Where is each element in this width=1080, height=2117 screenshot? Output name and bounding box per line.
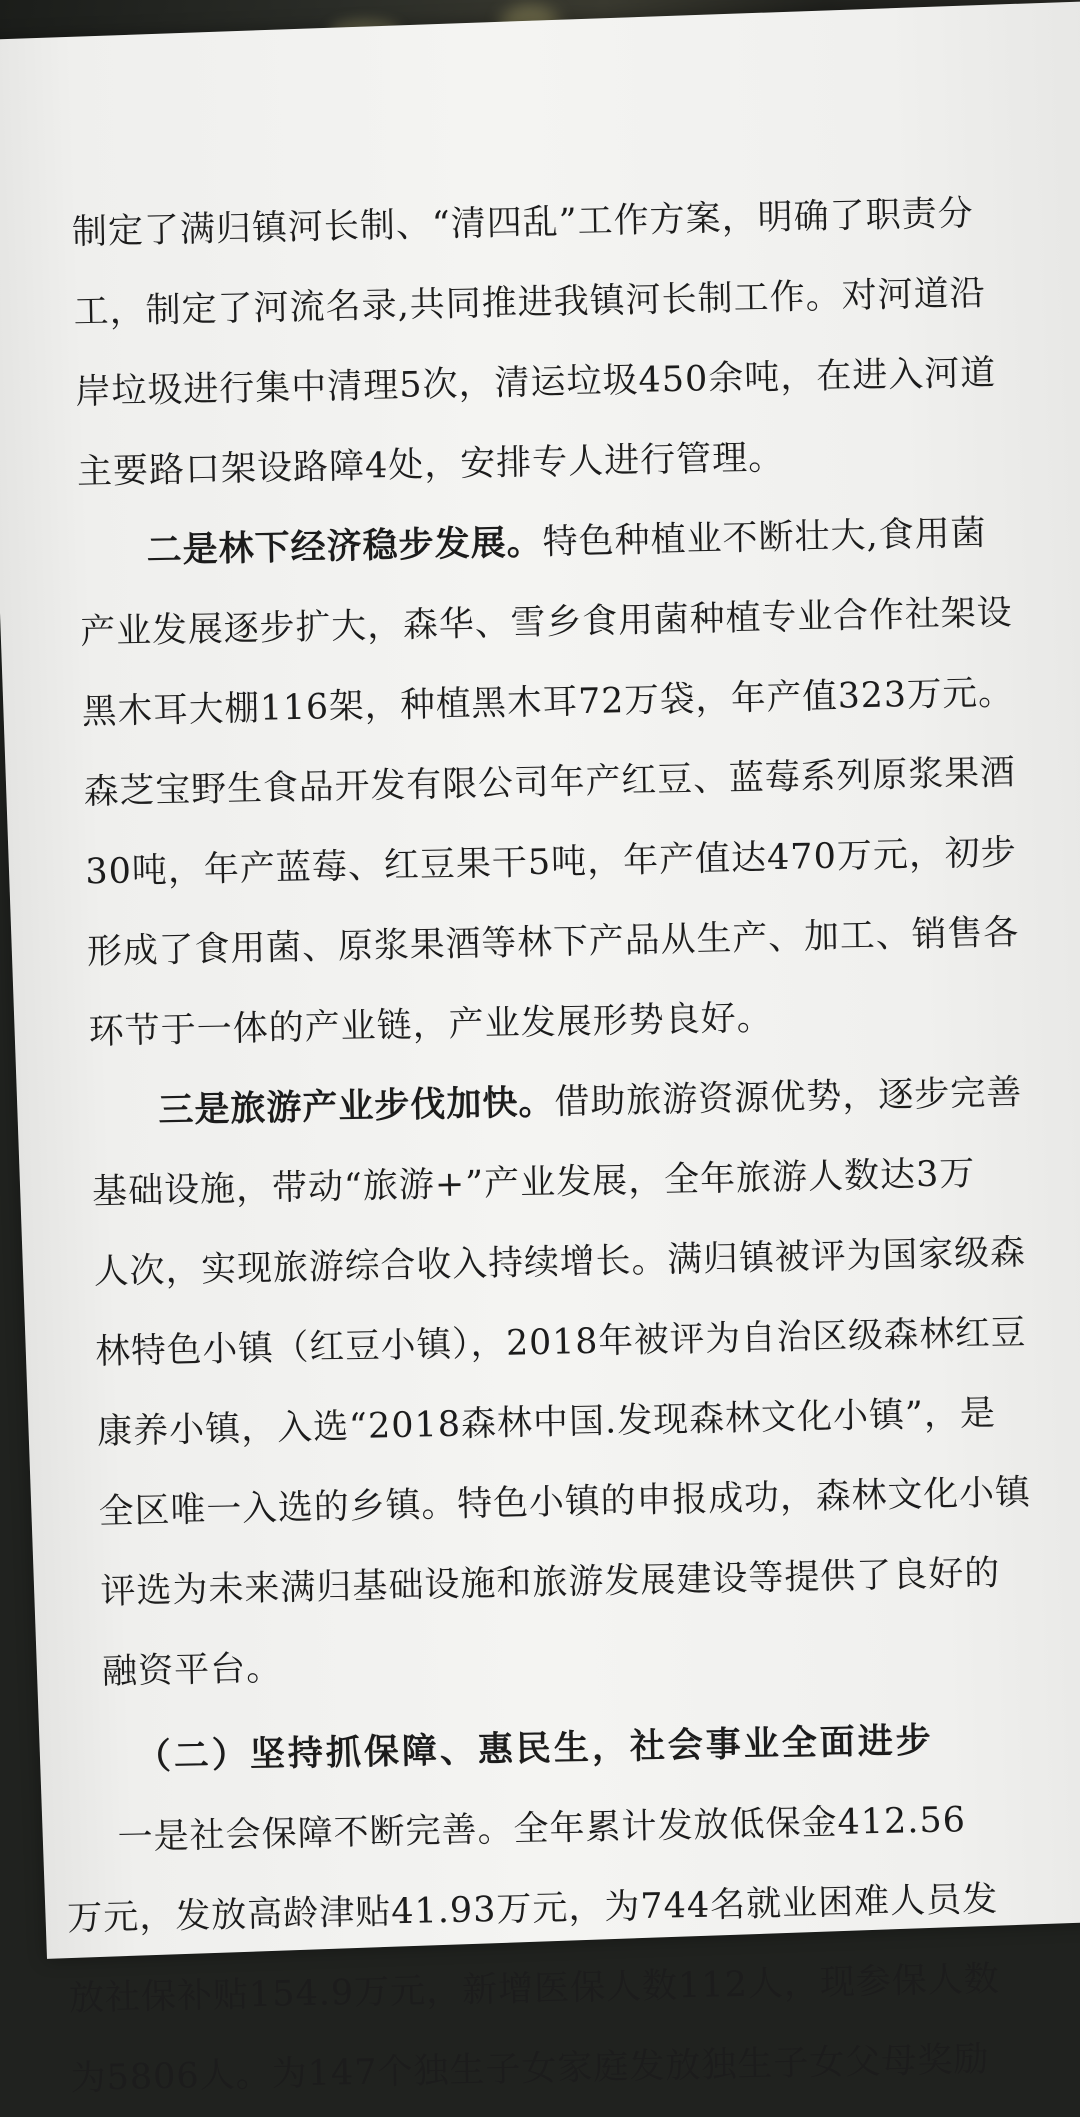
text-line: 为5806人。为147个独生子女家庭发放独生子女父母奖励 — [70, 2039, 990, 2100]
text-line: 森芝宝野生食品开发有限公司年产红豆、蓝莓系列原浆果酒 — [83, 752, 1017, 813]
document-body — [0, 10, 1080, 2100]
text-line: 林特色小镇（红豆小镇），2018年被评为自治区级森林红豆 — [95, 1312, 1027, 1373]
paragraph-lead: 二是林下经济稳步发展。 — [146, 521, 544, 572]
paragraph-lead-rest: 特色种植业不断壮大,食用菌 — [542, 513, 988, 563]
text-line: 评选为未来满归基础设施和旅游发展建设等提供了良好的 — [100, 1553, 1001, 1613]
text-line: 放社保补贴154.9万元，新增医保人数112人，现参保人数 — [68, 1959, 1001, 2020]
text-line: 形成了食用菌、原浆果酒等林下产品从生产、加工、销售各 — [86, 912, 1020, 973]
text-line: 万元，发放高龄津贴41.93万元，为744名就业困难人员发 — [66, 1879, 999, 1940]
text-line: 一是社会保障不断完善。全年累计发放低保金412.56 — [117, 1800, 967, 1858]
paragraph-lead-rest: 借助旅游资源优势，逐步完善 — [553, 1072, 1023, 1123]
text-line: 工，制定了河流名录,共同推进我镇河长制工作。对河道沿 — [73, 273, 987, 333]
text-line: 制定了满归镇河长制、“清四乱”工作方案，明确了职责分 — [71, 193, 975, 253]
text-line: 融资平台。 — [101, 1648, 283, 1693]
text-line: 全区唯一入选的乡镇。特色小镇的申报成功，森林文化小镇 — [98, 1472, 1032, 1533]
text-line: 岸垃圾进行集中清理5次，清运垃圾450余吨，在进入河道 — [74, 353, 997, 413]
text-line: 康养小镇，入选“2018森林中国.发现森林文化小镇”，是 — [96, 1393, 997, 1453]
paragraph-lead-line — [146, 505, 987, 573]
section-heading: （二）坚持抓保障、惠民生，社会事业全面进步 — [135, 1719, 935, 1778]
text-line: 环节于一体的产业链，产业发展形势良好。 — [88, 998, 774, 1053]
text-line: 基础设施，带动“旅游+”产业发展，全年旅游人数达3万 — [91, 1153, 976, 1213]
text-line: 黑木耳大棚116架，种植黑木耳72万袋，年产值323万元。 — [81, 672, 1015, 733]
text-line: 30吨，年产蓝莓、红豆果干5吨，年产值达470万元，初步 — [84, 832, 1018, 893]
text-line: 人次，实现旅游综合收入持续增长。满归镇被评为国家级森 — [93, 1232, 1027, 1293]
paragraph-lead-line — [158, 1065, 1023, 1133]
text-line: 主要路口架设路障4处，安排专人进行管理。 — [76, 437, 785, 493]
text-line: 产业发展逐步扩大，森华、雪乡食用菌种植专业合作社架设 — [79, 592, 1013, 653]
document-page — [0, 1, 1080, 2100]
paragraph-lead: 三是旅游产业步伐加快。 — [157, 1081, 555, 1131]
